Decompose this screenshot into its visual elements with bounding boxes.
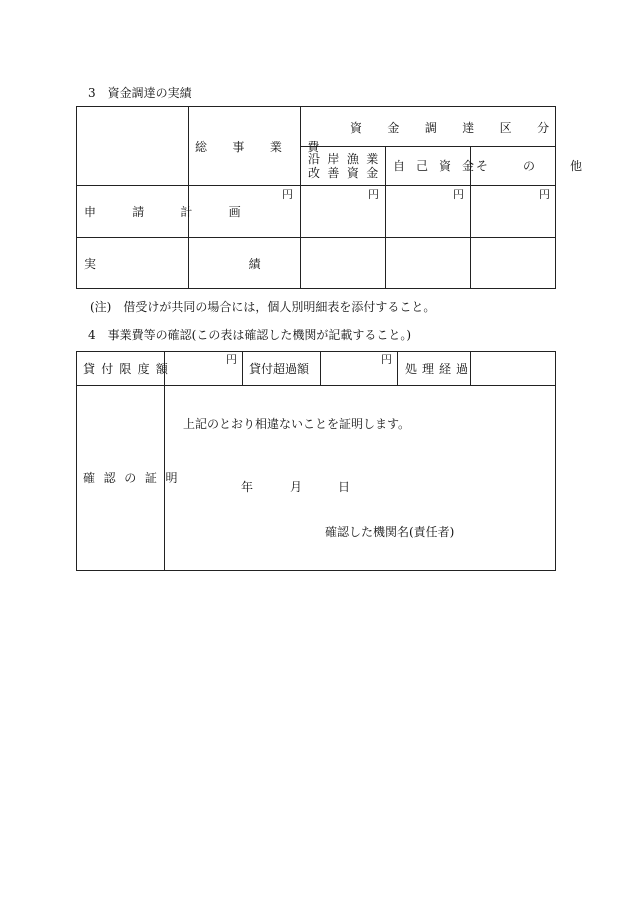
confirmation-table — [76, 351, 556, 571]
section3-title: 3 資金調達の実績 — [88, 86, 192, 100]
confirmation-table-line — [76, 385, 556, 386]
date-year: 年 — [241, 480, 254, 494]
confirmation-table-line — [397, 351, 398, 385]
confirmation-table-line — [164, 351, 165, 571]
loan-limit-label: 貸 付 限 度 額 — [83, 362, 170, 376]
confirmation-table-line — [470, 351, 471, 385]
funding-table-line — [385, 146, 386, 289]
confirmation-table-line — [242, 351, 243, 385]
yen-unit: 円 — [453, 188, 464, 201]
row-label-actual: 実 績 — [84, 257, 336, 271]
yen-unit: 円 — [539, 188, 550, 201]
certification-label: 確 認 の 証 明 — [83, 471, 180, 485]
section4-title: 4 事業費等の確認(この表は確認した機関が記載すること。) — [88, 328, 412, 342]
funding-table-line — [300, 146, 556, 147]
header-coastal-fund-line1: 沿 岸 漁 業 — [308, 152, 381, 166]
yen-unit: 円 — [282, 188, 293, 201]
header-own-funds: 自 己 資 金 — [393, 159, 478, 173]
date-month: 月 — [290, 480, 303, 494]
yen-unit: 円 — [381, 353, 392, 366]
funding-table-line — [76, 185, 556, 186]
header-other: そ の 他 — [476, 159, 598, 173]
date-day: 日 — [338, 480, 351, 494]
row-label-application-plan: 申 請 計 画 — [84, 205, 257, 219]
yen-unit: 円 — [368, 188, 379, 201]
yen-unit: 円 — [226, 353, 237, 366]
header-funding-category: 資 金 調 達 区 分 — [350, 121, 560, 135]
confirming-body-label: 確認した機関名(責任者) — [325, 525, 455, 539]
header-coastal-fund-line2: 改 善 資 金 — [308, 166, 381, 180]
loan-excess-label: 貸付超過額 — [249, 362, 310, 376]
confirmation-table-line — [320, 351, 321, 385]
certification-text: 上記のとおり相違ないことを証明します。 — [183, 417, 411, 431]
joint-borrowing-note: (注) 借受けが共同の場合には，個人別明細表を添付すること。 — [90, 300, 436, 314]
processing-label: 処 理 経 過 — [405, 362, 469, 376]
header-total-cost: 総 事 業 費 — [195, 140, 331, 154]
funding-table-line — [76, 237, 556, 238]
